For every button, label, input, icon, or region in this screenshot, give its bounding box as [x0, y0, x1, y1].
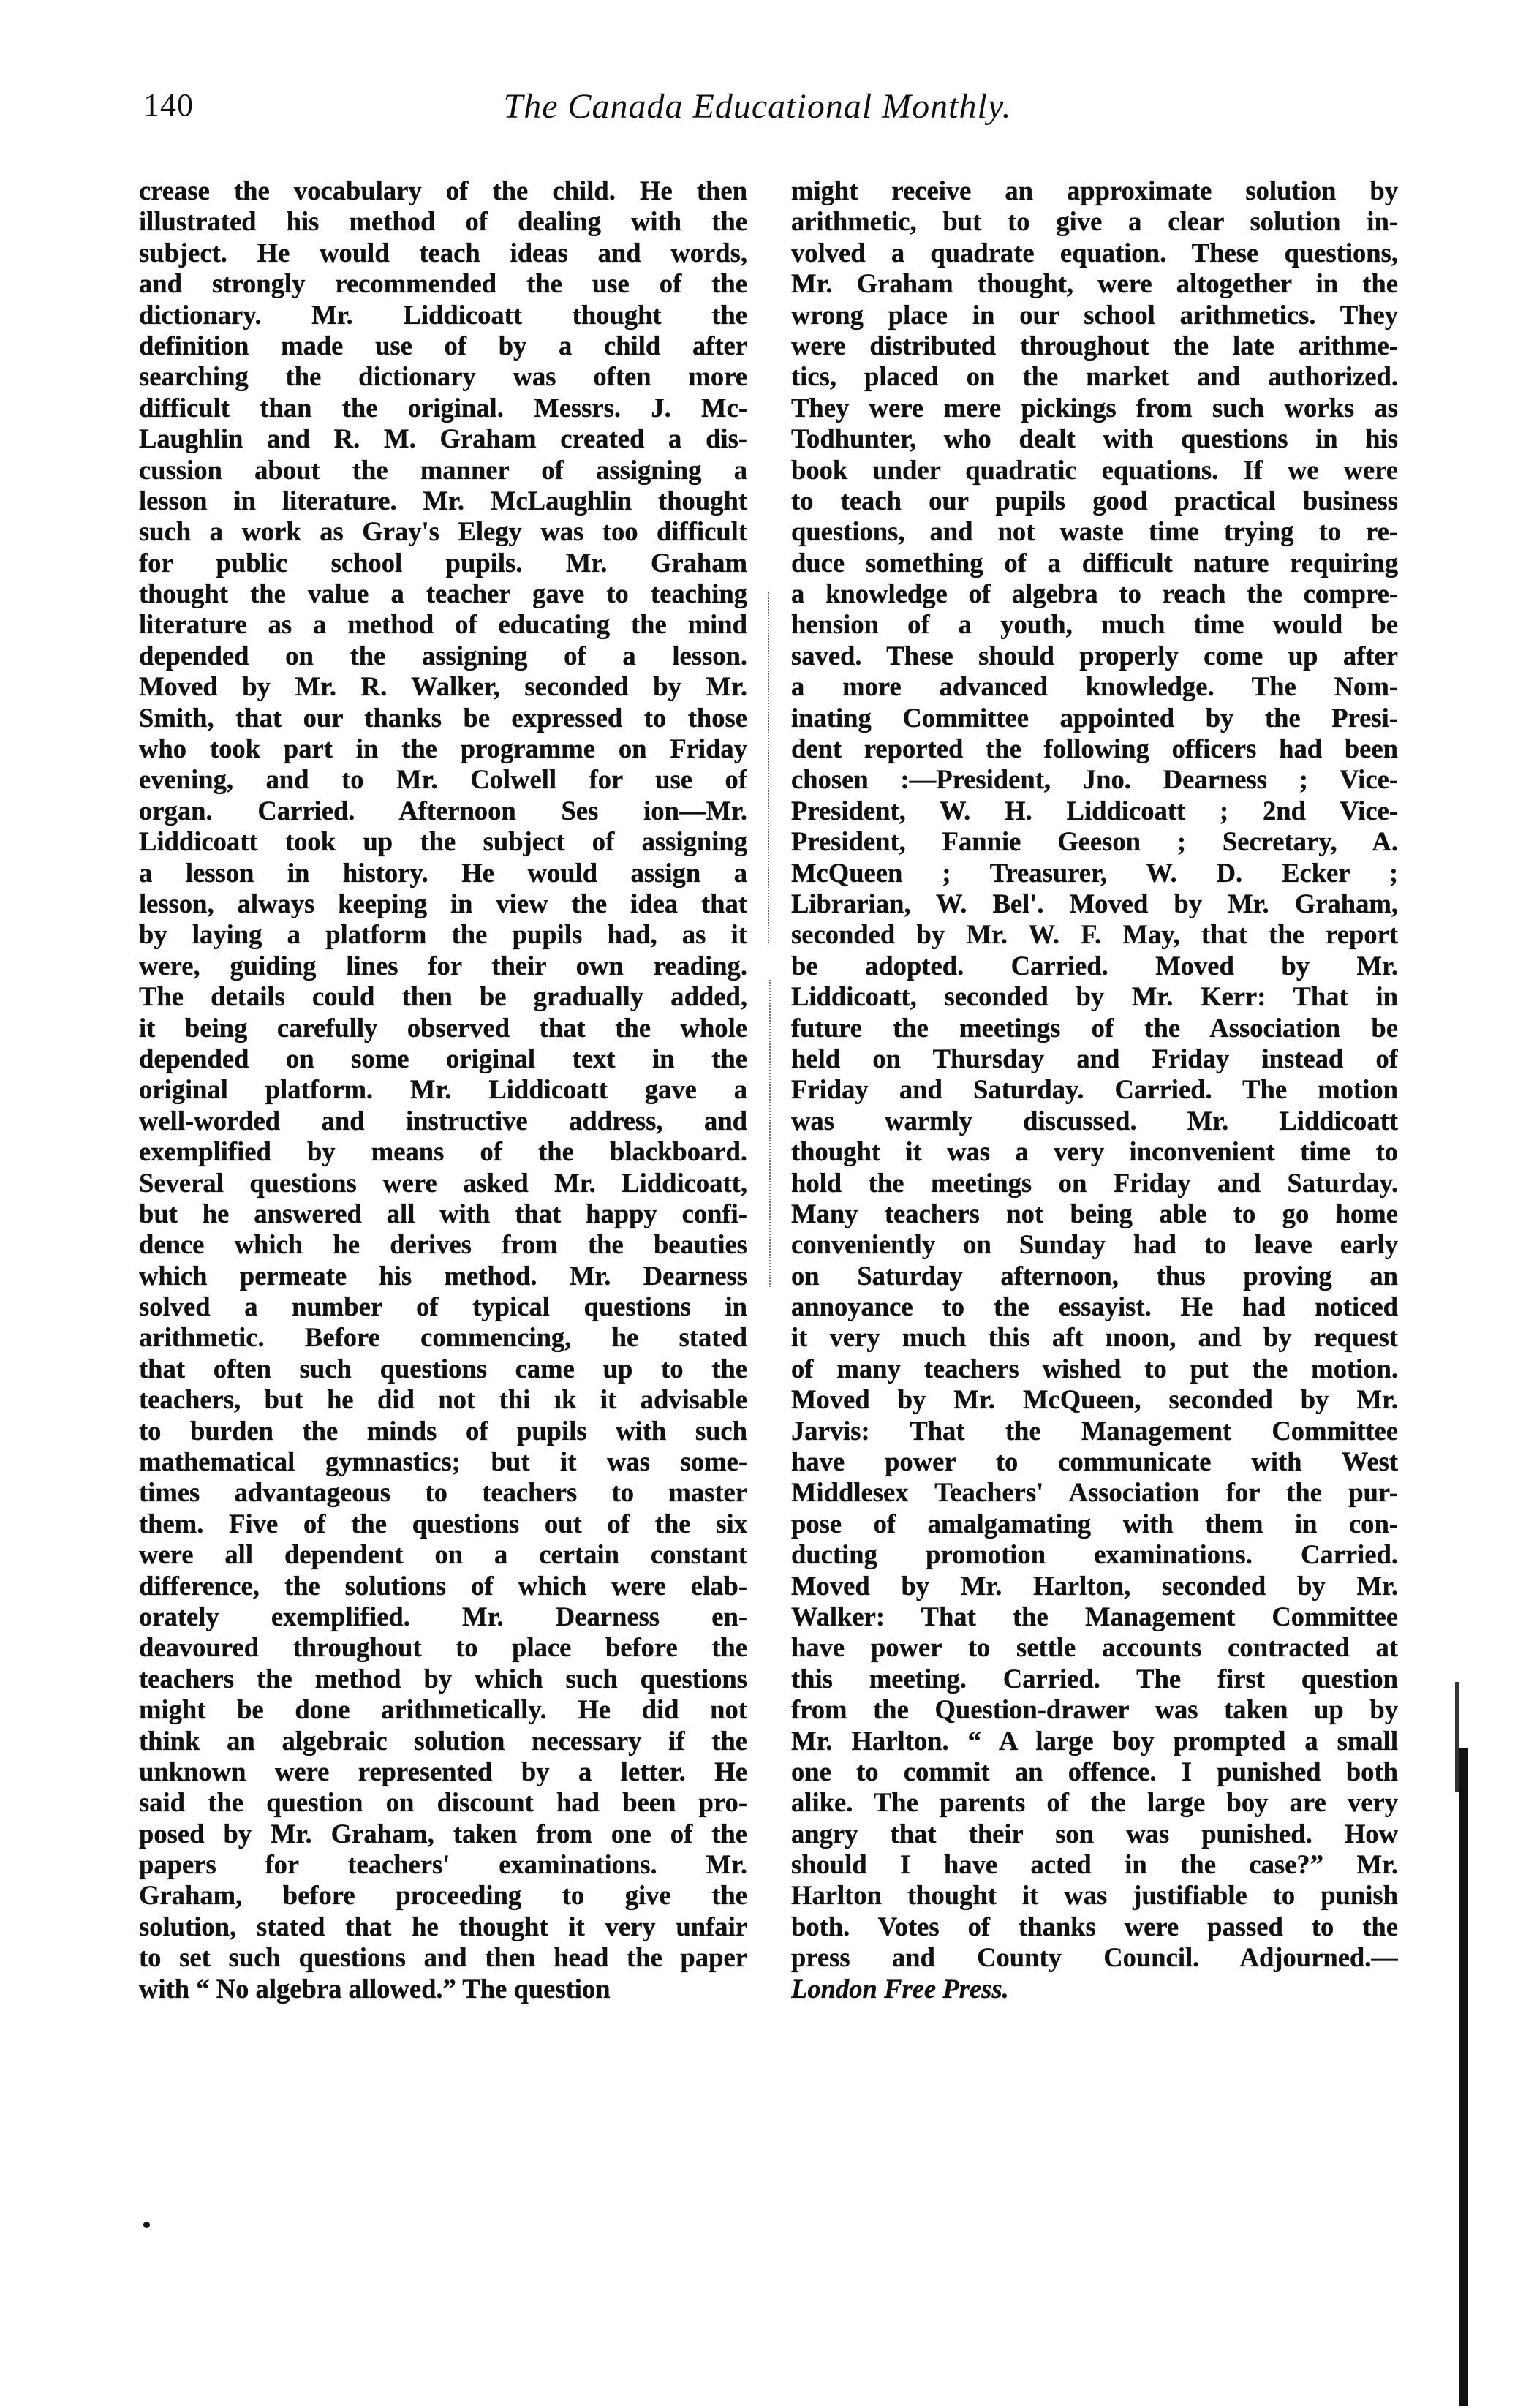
text-line: original platform. Mr. Liddicoatt gave a [139, 1074, 747, 1105]
scan-edge-mark [1455, 1682, 1459, 1792]
text-line: thought it was a very inconvenient time to [791, 1136, 1398, 1167]
text-line: Friday and Saturday. Carried. The motion [791, 1074, 1398, 1105]
text-line: pose of amalgamating with them in con- [791, 1508, 1398, 1539]
text-line: held on Thursday and Friday instead of [791, 1043, 1398, 1073]
text-line: questions, and not waste time trying to re- [791, 516, 1398, 547]
text-line: solved a number of typical questions in [139, 1291, 747, 1322]
text-line: a lesson in history. He would assign a [139, 857, 747, 888]
text-line: arithmetic. Before commencing, he stated [139, 1322, 747, 1353]
text-line: to set such questions and then head the paper [139, 1942, 747, 1973]
text-line: posed by Mr. Graham, taken from one of the [139, 1818, 747, 1849]
text-line: alike. The parents of the large boy are very [791, 1787, 1398, 1818]
text-line: Todhunter, who dealt with questions in his [791, 423, 1398, 454]
text-line: a knowledge of algebra to reach the compre- [791, 578, 1398, 609]
text-line: think an algebraic solution necessary if the [139, 1725, 747, 1756]
column-rule-lower [769, 980, 771, 1287]
text-line: hension of a youth, much time would be [791, 609, 1398, 640]
text-line: Many teachers not being able to go home [791, 1198, 1398, 1228]
text-line: Moved by Mr. R. Walker, seconded by Mr. [139, 671, 747, 702]
text-line: for public school pupils. Mr. Graham [139, 547, 747, 578]
text-line: them. Five of the questions out of the six [139, 1508, 747, 1539]
text-line: both. Votes of thanks were passed to the [791, 1911, 1398, 1941]
text-line: McQueen ; Treasurer, W. D. Ecker ; [791, 857, 1398, 888]
text-line: conveniently on Sunday had to leave early [791, 1229, 1398, 1260]
text-line: President, W. H. Liddicoatt ; 2nd Vice- [791, 795, 1398, 826]
text-line: definition made use of by a child after [139, 330, 747, 361]
text-line: chosen :—President, Jno. Dearness ; Vice- [791, 764, 1398, 795]
text-line: on Saturday afternoon, thus proving an [791, 1260, 1398, 1291]
left-column [139, 175, 747, 2004]
text-line: have power to communicate with West [791, 1446, 1398, 1477]
text-line: Moved by Mr. Harlton, seconded by Mr. [791, 1570, 1398, 1601]
text-line: Liddicoatt, seconded by Mr. Kerr: That in [791, 981, 1398, 1012]
text-line: were, guiding lines for their own reading. [139, 950, 747, 981]
text-line: but he answered all with that happy confi- [139, 1198, 747, 1228]
text-line: times advantageous to teachers to master [139, 1477, 747, 1508]
text-line: lesson in literature. Mr. McLaughlin thought [139, 485, 747, 516]
text-line: be adopted. Carried. Moved by Mr. [791, 950, 1398, 981]
text-line: tics, placed on the market and authorized. [791, 361, 1398, 392]
text-line: from the Question-drawer was taken up by [791, 1694, 1398, 1725]
text-line: Walker: That the Management Committee [791, 1601, 1398, 1631]
text-line: said the question on discount had been pro- [139, 1787, 747, 1818]
text-line: volved a quadrate equation. These questions, [791, 237, 1398, 268]
text-line: which permeate his method. Mr. Dearness [139, 1260, 747, 1291]
text-line: searching the dictionary was often more [139, 361, 747, 392]
text-line: ducting promotion examinations. Carried. [791, 1539, 1398, 1570]
text-line: wrong place in our school arithmetics. They [791, 299, 1398, 330]
text-line: such a work as Gray's Elegy was too difficult [139, 516, 747, 547]
text-line: depended on some original text in the [139, 1043, 747, 1073]
text-line: were all dependent on a certain constant [139, 1539, 747, 1570]
text-line: who took part in the programme on Friday [139, 733, 747, 764]
text-line: seconded by Mr. W. F. May, that the report [791, 919, 1398, 950]
text-line: Several questions were asked Mr. Liddicoatt, [139, 1167, 747, 1198]
text-line: to burden the minds of pupils with such [139, 1415, 747, 1446]
text-line: book under quadratic equations. If we were [791, 454, 1398, 485]
text-line: orately exemplified. Mr. Dearness en- [139, 1601, 747, 1631]
text-line: that often such questions came up to the [139, 1353, 747, 1384]
text-line: a more advanced knowledge. The Nom- [791, 671, 1398, 702]
text-line: should I have acted in the case?” Mr. [791, 1849, 1398, 1880]
text-line: with “ No algebra allowed.” The question [139, 1973, 611, 2004]
text-line: Smith, that our thanks be expressed to those [139, 702, 747, 733]
text-line: duce something of a difficult nature requiring [791, 547, 1398, 578]
text-line: was warmly discussed. Mr. Liddicoatt [791, 1105, 1398, 1136]
text-line: thought the value a teacher gave to teaching [139, 578, 747, 609]
text-line: by laying a platform the pupils had, as it [139, 919, 747, 950]
text-line: exemplified by means of the blackboard. [139, 1136, 747, 1167]
text-line: cussion about the manner of assigning a [139, 454, 747, 485]
text-line: Laughlin and R. M. Graham created a dis- [139, 423, 747, 454]
text-line: Middlesex Teachers' Association for the pur- [791, 1477, 1398, 1508]
text-line: organ. Carried. Afternoon Ses ion—Mr. [139, 795, 747, 826]
text-line: Harlton thought it was justifiable to punish [791, 1880, 1398, 1911]
scan-edge-shadow [1459, 1748, 1468, 2406]
text-line: They were mere pickings from such works as [791, 392, 1398, 423]
text-line: teachers the method by which such questions [139, 1663, 747, 1694]
text-line: difficult than the original. Messrs. J. Mc- [139, 392, 747, 423]
text-line: lesson, always keeping in view the idea that [139, 888, 747, 918]
source-attribution: London Free Press. [791, 1973, 1009, 2004]
text-line: President, Fannie Geeson ; Secretary, A. [791, 826, 1398, 857]
text-line: literature as a method of educating the mind [139, 609, 747, 640]
text-line: illustrated his method of dealing with the [139, 206, 747, 237]
text-line: dictionary. Mr. Liddicoatt thought the [139, 299, 747, 330]
text-line: dence which he derives from the beauties [139, 1229, 747, 1260]
text-line: Mr. Harlton. “ A large boy prompted a small [791, 1725, 1398, 1756]
text-line: and strongly recommended the use of the [139, 268, 747, 299]
text-line: solution, stated that he thought it very unfair [139, 1911, 747, 1941]
text-line: difference, the solutions of which were elab- [139, 1570, 747, 1601]
ink-speck [143, 2222, 150, 2228]
text-line: Graham, before proceeding to give the [139, 1880, 747, 1911]
text-line: this meeting. Carried. The first question [791, 1663, 1398, 1694]
text-line: might receive an approximate solution by [791, 175, 1398, 205]
text-line: papers for teachers' examinations. Mr. [139, 1849, 747, 1880]
text-line: to teach our pupils good practical business [791, 485, 1398, 516]
text-line: annoyance to the essayist. He had noticed [791, 1291, 1398, 1322]
text-line: mathematical gymnastics; but it was some- [139, 1446, 747, 1477]
column-rule [768, 592, 769, 943]
text-line: Jarvis: That the Management Committee [791, 1415, 1398, 1446]
text-line: dent reported the following officers had been [791, 733, 1398, 764]
text-line: inating Committee appointed by the Presi- [791, 702, 1398, 733]
text-line: it very much this aft ınoon, and by request [791, 1322, 1398, 1353]
text-line: were distributed throughout the late arithme- [791, 330, 1398, 361]
text-line: Mr. Graham thought, were altogether in the [791, 268, 1398, 299]
text-line: future the meetings of the Association be [791, 1012, 1398, 1043]
text-line: of many teachers wished to put the motion. [791, 1353, 1398, 1384]
text-line: The details could then be gradually added, [139, 981, 747, 1012]
text-line: evening, and to Mr. Colwell for use of [139, 764, 747, 795]
text-line: have power to settle accounts contracted at [791, 1632, 1398, 1663]
running-title: The Canada Educational Monthly. [503, 87, 1012, 126]
text-line: might be done arithmetically. He did not [139, 1694, 747, 1725]
text-line: hold the meetings on Friday and Saturday. [791, 1167, 1398, 1198]
text-line: saved. These should properly come up after [791, 640, 1398, 671]
text-line: one to commit an offence. I punished both [791, 1756, 1398, 1786]
right-column [791, 175, 1398, 2004]
text-line: deavoured throughout to place before the [139, 1632, 747, 1663]
text-line: it being carefully observed that the whole [139, 1012, 747, 1043]
text-line: well-worded and instructive address, and [139, 1105, 747, 1136]
text-line: crease the vocabulary of the child. He then [139, 175, 747, 205]
text-line: unknown were represented by a letter. He [139, 1756, 747, 1786]
text-line: press and County Council. Adjourned.— [791, 1942, 1398, 1973]
text-line: depended on the assigning of a lesson. [139, 640, 747, 671]
text-line: subject. He would teach ideas and words, [139, 237, 747, 268]
text-line: Librarian, W. Bel'. Moved by Mr. Graham, [791, 888, 1398, 918]
text-line: Liddicoatt took up the subject of assigning [139, 826, 747, 857]
text-line: Moved by Mr. McQueen, seconded by Mr. [791, 1384, 1398, 1415]
text-line: arithmetic, but to give a clear solution in- [791, 206, 1398, 237]
text-line: teachers, but he did not thi ık it advisable [139, 1384, 747, 1415]
text-line: angry that their son was punished. How [791, 1818, 1398, 1849]
page-number: 140 [143, 87, 194, 123]
